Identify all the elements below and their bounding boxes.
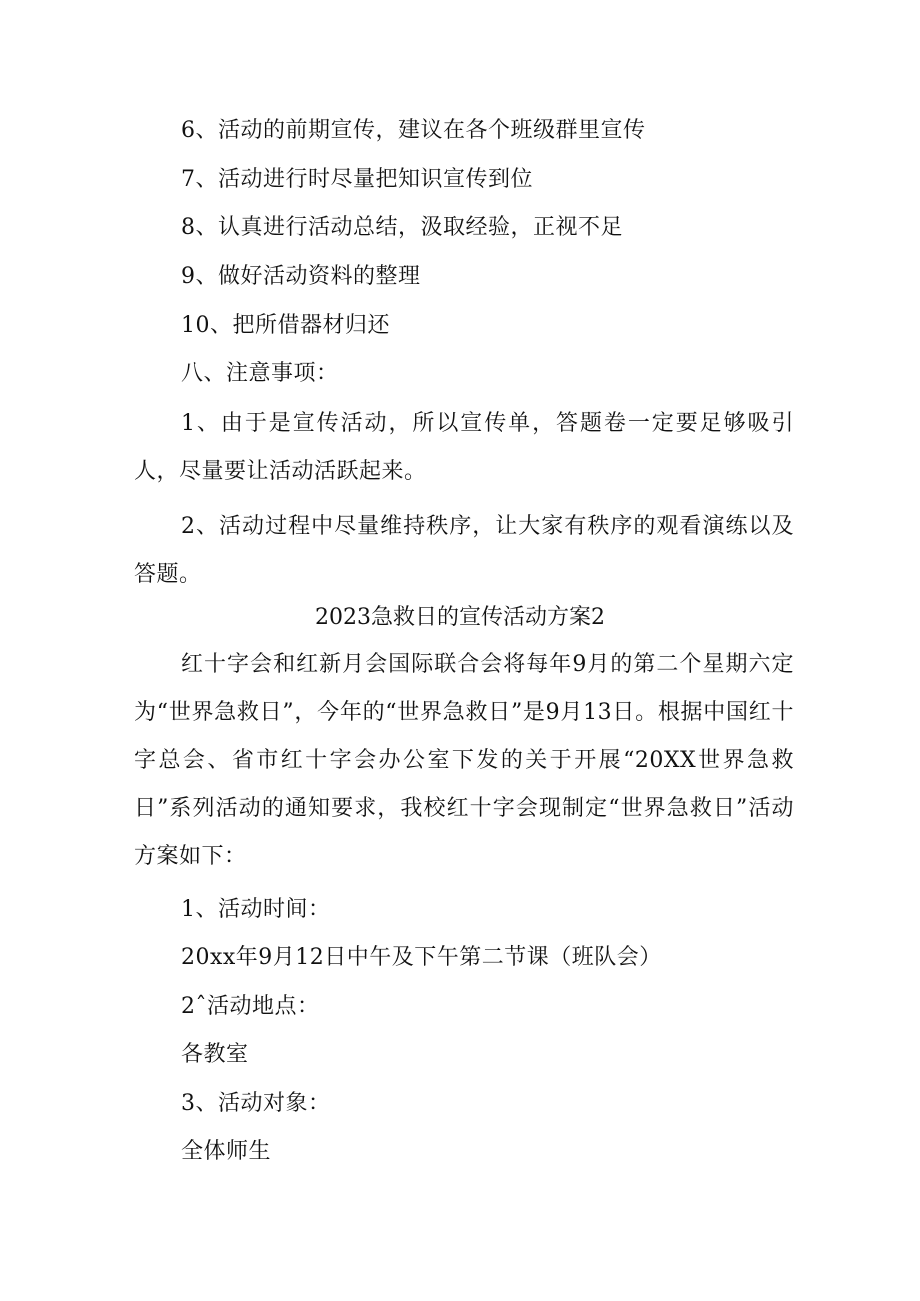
- intro-paragraph: 红十字会和红新月会国际联合会将每年9月的第二个星期六定为“世界急救日”，今年的“世界急救日”是9月13日。根据中国红十字总会、省市红十字会办公室下发的关于开展“20XX世界急救日”系列活动的通知要求，我校红十字会现制定“世界急救日”活动方案如下：: [134, 652, 794, 869]
- detail-time-value: 20xx年9月12日中午及下午第二节课（班队会）: [181, 945, 662, 970]
- note-2: 2、活动过程中尽量维持秩序，让大家有秩序的观看演练以及答题。: [134, 514, 794, 587]
- list-item-8: 8、认真进行活动总结，汲取经验，正视不足: [181, 215, 623, 240]
- list-item-6: 6、活动的前期宣传，建议在各个班级群里宣传: [181, 118, 646, 143]
- note-1: 1、由于是宣传活动，所以宣传单，答题卷一定要足够吸引人，尽量要让活动活跃起来。: [134, 411, 794, 484]
- detail-audience-label: 3、活动对象：: [181, 1091, 331, 1116]
- detail-location-value: 各教室: [181, 1042, 249, 1067]
- detail-location-label: 2ˆ活动地点：: [181, 994, 320, 1019]
- list-item-7: 7、活动进行时尽量把知识宣传到位: [181, 167, 533, 192]
- list-item-10: 10、把所借器材归还: [181, 313, 390, 338]
- section-heading: 八、注意事项：: [181, 361, 339, 386]
- list-item-9: 9、做好活动资料的整理: [181, 264, 421, 289]
- detail-audience-value: 全体师生: [181, 1139, 272, 1164]
- detail-time-label: 1、活动时间：: [181, 897, 331, 922]
- document-title: 2023急救日的宣传活动方案2: [315, 605, 605, 630]
